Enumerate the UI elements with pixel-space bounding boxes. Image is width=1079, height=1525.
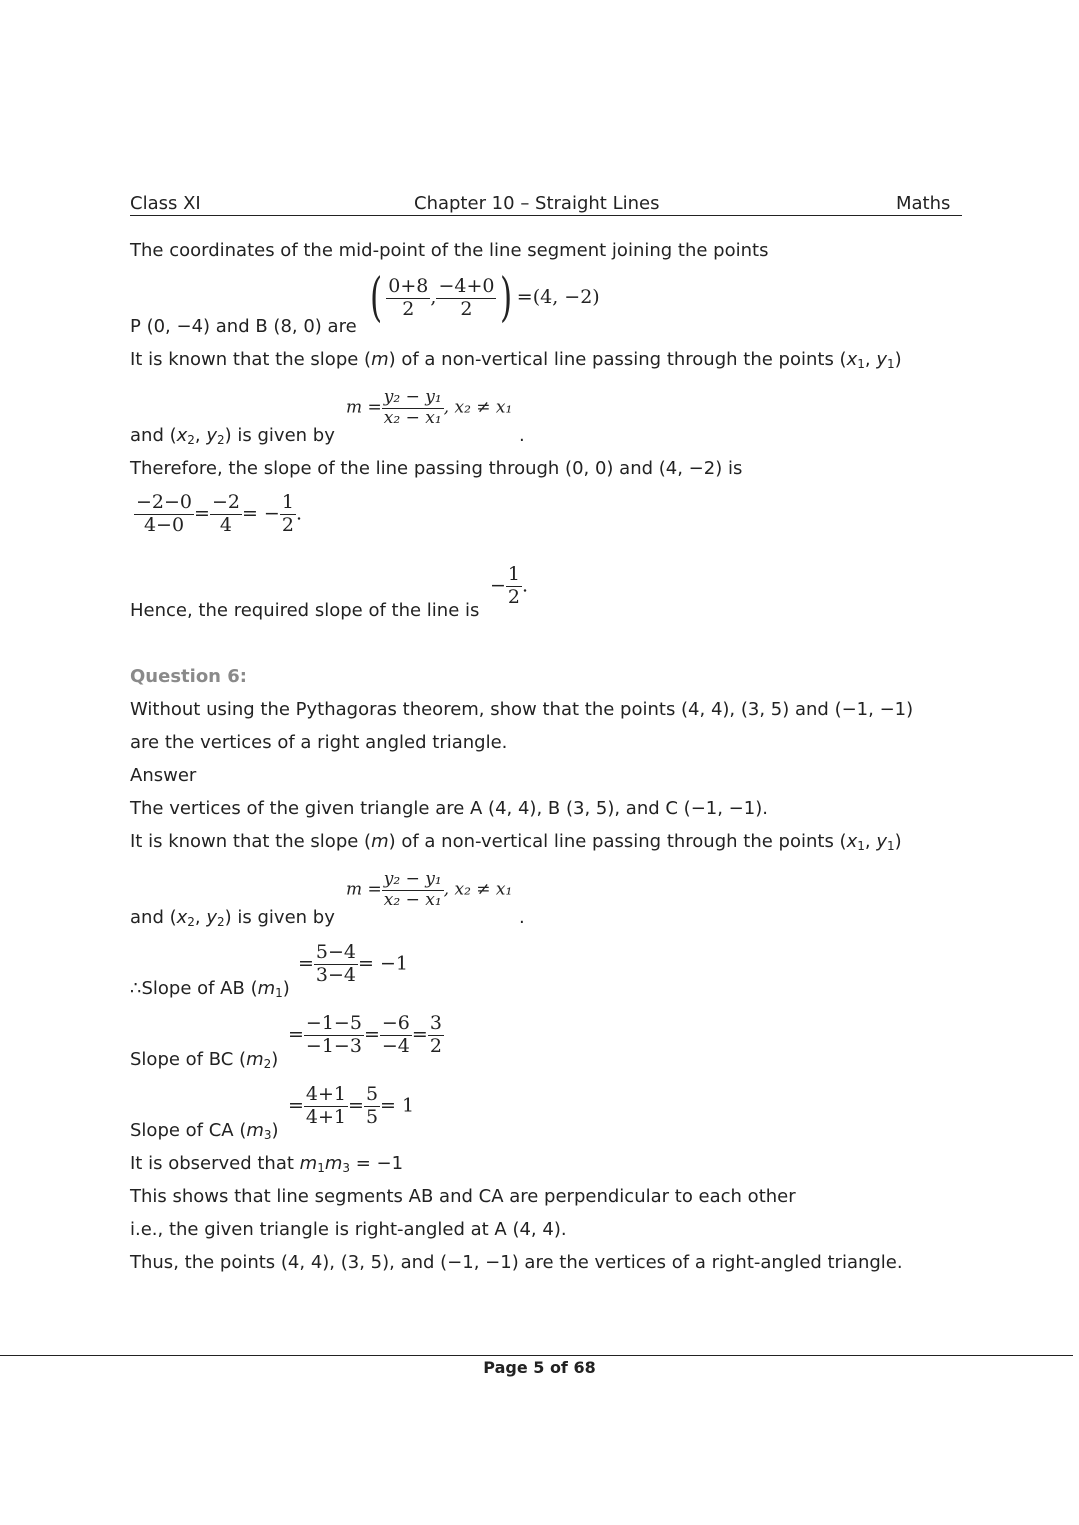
slope-bc-label: Slope of BC $(m_2)$	[130, 1049, 279, 1071]
slope-calc: $\frac{-2-0}{4-0}$ = $\frac{-2}{4}$ = − $\frac{1}{2}$ .	[136, 491, 302, 536]
perpendicular-line: This shows that line segments AB and CA are perpendicular to each other	[130, 1186, 796, 1207]
points-label: P (0, −4) and B (8, 0) are	[130, 316, 357, 337]
header-class: Class XI	[130, 193, 201, 214]
slope-ca-value: = $\frac{4+1}{4+1}$ = $\frac{5}{5}$ = 1	[288, 1083, 415, 1128]
observed-line: It is observed that $m_1m_3 = -1$	[130, 1153, 404, 1175]
slope-bc-value: = $\frac{-1-5}{-1-3}$ = $\frac{-6}{-4}$ = $\frac{3}{2}$	[288, 1012, 442, 1057]
slope-definition: It is known that the slope (m) of a non-vertical line passing through the points ($x_1$, $y_1$)	[130, 349, 902, 371]
right-angle-line: i.e., the given triangle is right-angled at A (4, 4).	[130, 1219, 567, 1240]
header-divider	[130, 215, 962, 216]
given-by-label-2: and ($x_2$, $y_2$) is given by	[130, 907, 335, 929]
page-number: Page 5 of 68	[483, 1358, 596, 1377]
slope-ab-label: ∴Slope of AB $(m_1)$	[130, 978, 290, 1000]
midpoint-formula: ( $\frac{0+8}{2}$ , $\frac{-4+0}{2}$ ) =(4, −2)	[370, 268, 600, 328]
vertices-line: The vertices of the given triangle are A (4, 4), B (3, 5), and C (−1, −1).	[130, 798, 768, 819]
therefore-line: Therefore, the slope of the line passing through (0, 0) and (4, −2) is	[130, 458, 743, 479]
question-heading: Question 6:	[130, 666, 247, 687]
question-text-1: Without using the Pythagoras theorem, show that the points (4, 4), (3, 5) and (−1, −1)	[130, 699, 914, 720]
given-by-label: and ($x_2$, $y_2$) is given by	[130, 425, 335, 447]
header-subject: Maths	[896, 193, 951, 214]
slope-formula-2: m = $\frac{\text{y₂ − y₁}}{\text{x₂ − x₁}}$ , x₂ ≠ x₁	[346, 869, 513, 910]
slope-ca-label: Slope of CA $(m_3)$	[130, 1120, 279, 1142]
slope-definition-2: It is known that the slope (m) of a non-vertical line passing through the points ($x_1$, $y_1$)	[130, 831, 902, 853]
answer-label: Answer	[130, 765, 197, 786]
conclusion-line: Thus, the points (4, 4), (3, 5), and (−1, −1) are the vertices of a right-angled triangle.	[130, 1252, 903, 1273]
period: .	[519, 425, 525, 446]
question-text-2: are the vertices of a right angled triangle.	[130, 732, 508, 753]
slope-formula: m = $\frac{\text{y₂ − y₁}}{\text{x₂ − x₁}}$ , x₂ ≠ x₁	[346, 387, 513, 428]
period-2: .	[519, 907, 525, 928]
midpoint-intro: The coordinates of the mid-point of the line segment joining the points	[130, 240, 769, 261]
footer-divider	[0, 1355, 1073, 1356]
hence-line: Hence, the required slope of the line is	[130, 600, 480, 621]
slope-ab-value: = $\frac{5-4}{3-4}$ = −1	[298, 941, 408, 986]
header-chapter: Chapter 10 – Straight Lines	[414, 193, 660, 214]
final-slope: − $\frac{1}{2}$ .	[490, 563, 529, 608]
